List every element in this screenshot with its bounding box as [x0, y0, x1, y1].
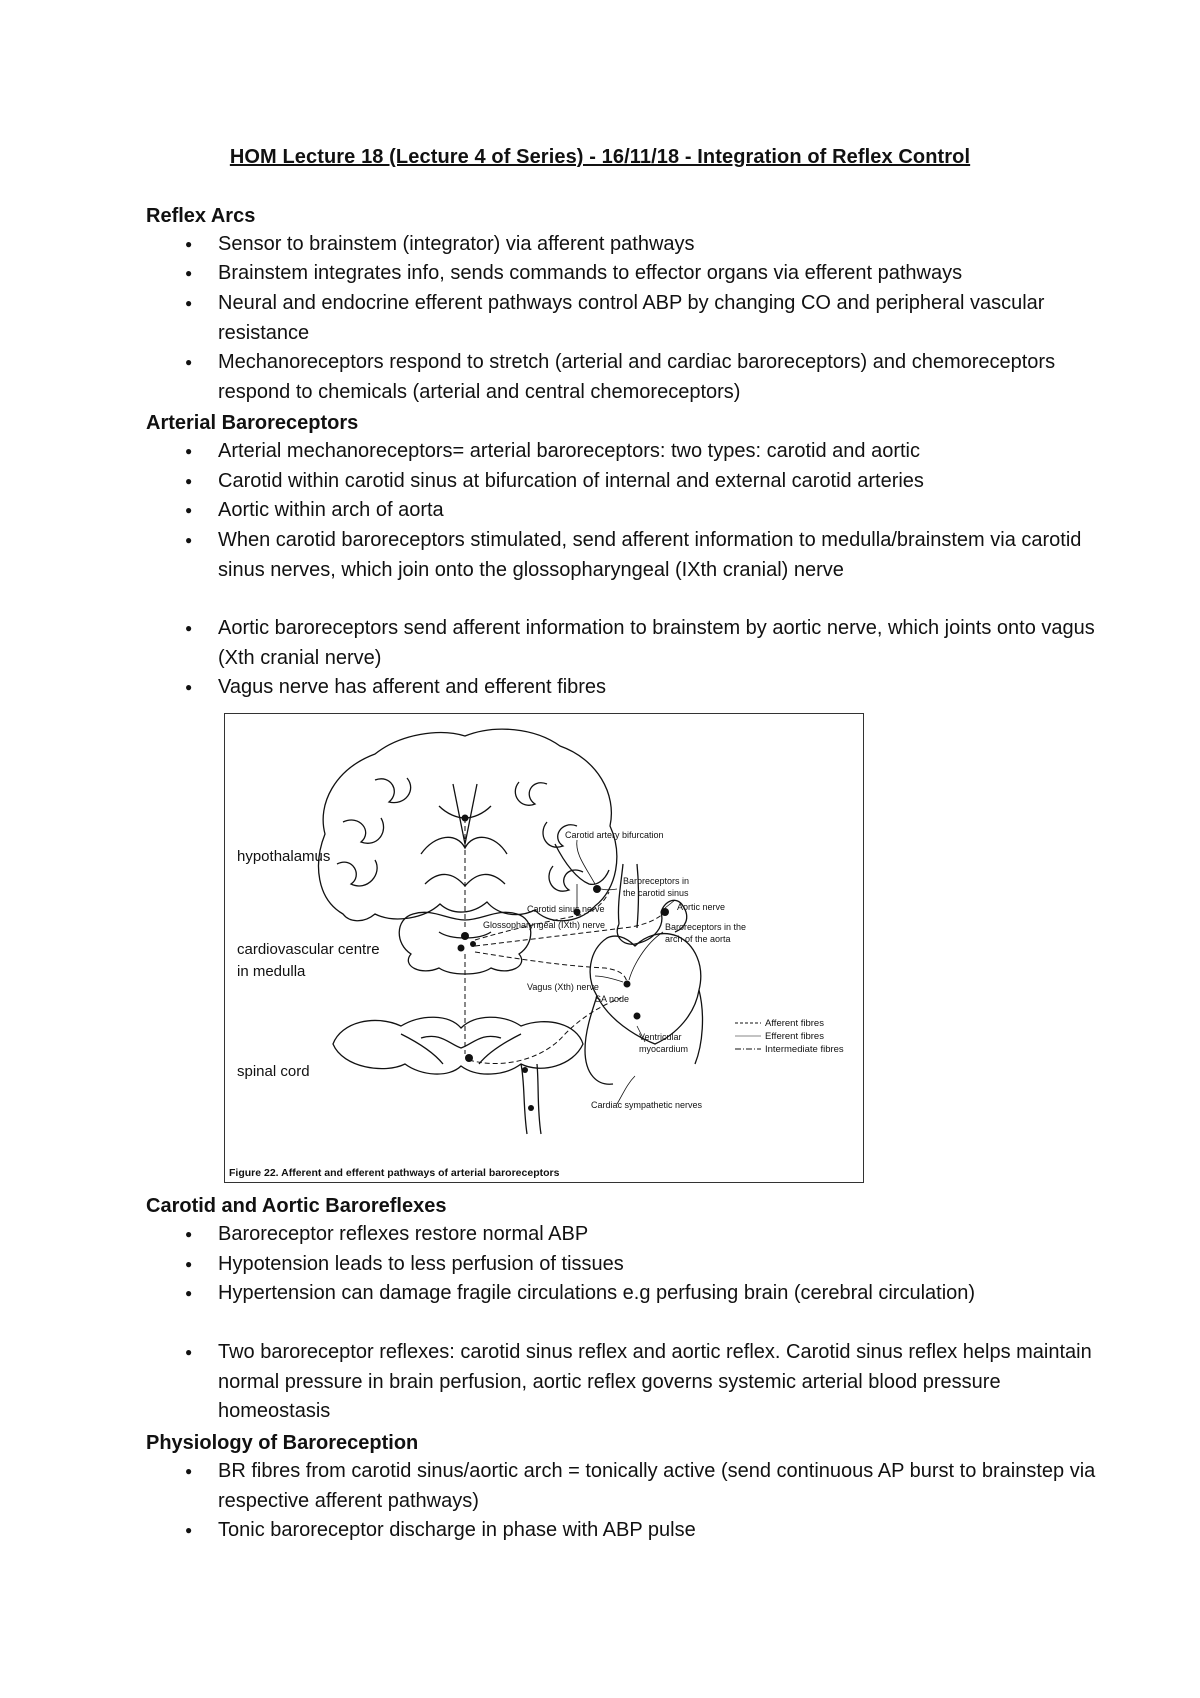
legend-intermediate: Intermediate fibres — [765, 1044, 844, 1055]
label-aortic-nerve: Aortic nerve — [677, 902, 726, 912]
cardiac-efferent-pathway — [469, 998, 621, 1064]
label-baro-aorta-2: arch of the aorta — [665, 934, 731, 944]
label-carotid-bifurcation: Carotid artery bifurcation — [565, 830, 664, 840]
legend-afferent: Afferent fibres — [765, 1018, 824, 1029]
figure-baroreceptor-pathways — [224, 713, 864, 1183]
vagus-efferent-pathway — [475, 952, 627, 982]
list-item: ● Hypotension leads to less perfusion of tissues — [218, 1250, 1098, 1280]
list-item: ● Aortic within arch of aorta — [218, 496, 1098, 526]
heading-reflex-arcs: Reflex Arcs — [146, 205, 256, 227]
label-spinal-cord: spinal cord — [237, 1063, 310, 1080]
list-item: ● Baroreceptor reflexes restore normal ABP — [218, 1220, 1098, 1250]
heart-outline — [590, 934, 701, 1044]
heading-physiology: Physiology of Baroreception — [146, 1432, 419, 1454]
label-ventricular-2: myocardium — [639, 1044, 689, 1054]
list-item: ● Two baroreceptor reflexes: carotid sinus reflex and aortic reflex. Carotid sinus reflex helps maintain normal pressure in brain perfusion, aortic reflex governs systemic arterial blood pressure homeostasis — [218, 1338, 1098, 1427]
list-item: ● Carotid within carotid sinus at bifurcation of internal and external carotid arteries — [218, 467, 1098, 497]
label-cv-centre: cardiovascular centre — [237, 941, 380, 958]
label-ventricular: Ventricular — [639, 1032, 682, 1042]
sa-node-marker — [624, 981, 631, 988]
label-glosso-nerve: Glossopharyngeal (IXth) nerve — [483, 920, 606, 930]
label-baro-carotid-2: the carotid sinus — [623, 888, 689, 898]
label-cv-centre-2: in medulla — [237, 963, 306, 980]
page-title: HOM Lecture 18 (Lecture 4 of Series) - 16/11/18 - Integration of Reflex Control — [229, 146, 971, 168]
label-carotid-sinus-nerve: Carotid sinus nerve — [527, 904, 605, 914]
spinal-node — [465, 1054, 473, 1062]
list-item: ● When carotid baroreceptors stimulated, send afferent information to medulla/brainstem via carotid sinus nerves, which join onto the glossopharyngeal (IXth cranial) nerve — [218, 526, 1098, 585]
hypothalamus-node — [462, 815, 469, 822]
list-item: ● Brainstem integrates info, sends commands to effector organs via efferent pathways — [218, 259, 1098, 289]
legend-efferent: Efferent fibres — [765, 1031, 824, 1042]
ventricular-node — [634, 1013, 641, 1020]
label-cardiac-nerves: Cardiac sympathetic nerves — [591, 1100, 703, 1110]
label-vagus-nerve: Vagus (Xth) nerve — [527, 982, 599, 992]
list-item: ● Mechanoreceptors respond to stretch (arterial and cardiac baroreceptors) and chemoreceptors respond to chemicals (arterial and central chemoreceptors) — [218, 348, 1098, 407]
medulla-node — [461, 932, 469, 940]
list-item: ● Tonic baroreceptor discharge in phase with ABP pulse — [218, 1516, 1098, 1546]
carotid-baroreceptor-node — [593, 885, 601, 893]
figure-diagram — [225, 714, 865, 1184]
label-baro-carotid: Baroreceptors in — [623, 876, 690, 886]
label-baro-aorta: Baroreceptors in the — [665, 922, 747, 932]
list-item: ● Arterial mechanoreceptors= arterial baroreceptors: two types: carotid and aortic — [218, 437, 1098, 467]
list-item: ● Neural and endocrine efferent pathways control ABP by changing CO and peripheral vascular resistance — [218, 289, 1098, 348]
spinal-cord-outline — [333, 1017, 583, 1074]
heading-carotid-aortic: Carotid and Aortic Baroreflexes — [146, 1195, 447, 1217]
list-item: ● Sensor to brainstem (integrator) via afferent pathways — [218, 230, 1098, 260]
list-item: ● Vagus nerve has afferent and efferent fibres — [218, 673, 1098, 703]
list-item: ● Aortic baroreceptors send afferent information to brainstem by aortic nerve, which joints onto vagus (Xth cranial nerve) — [218, 614, 1098, 673]
figure-caption: Figure 22. Afferent and efferent pathways of arterial baroreceptors — [229, 1167, 560, 1179]
label-hypothalamus: hypothalamus — [237, 848, 331, 865]
label-sa-node: SA node — [595, 994, 630, 1004]
list-item: ● Hypertension can damage fragile circulations e.g perfusing brain (cerebral circulation) — [218, 1279, 1098, 1309]
aortic-baroreceptor-node — [661, 908, 669, 916]
list-item: ● BR fibres from carotid sinus/aortic arch = tonically active (send continuous AP burst to brainstep via respective afferent pathways) — [218, 1457, 1098, 1516]
figure-legend — [735, 1018, 844, 1055]
heading-arterial-baroreceptors: Arterial Baroreceptors — [146, 412, 359, 434]
